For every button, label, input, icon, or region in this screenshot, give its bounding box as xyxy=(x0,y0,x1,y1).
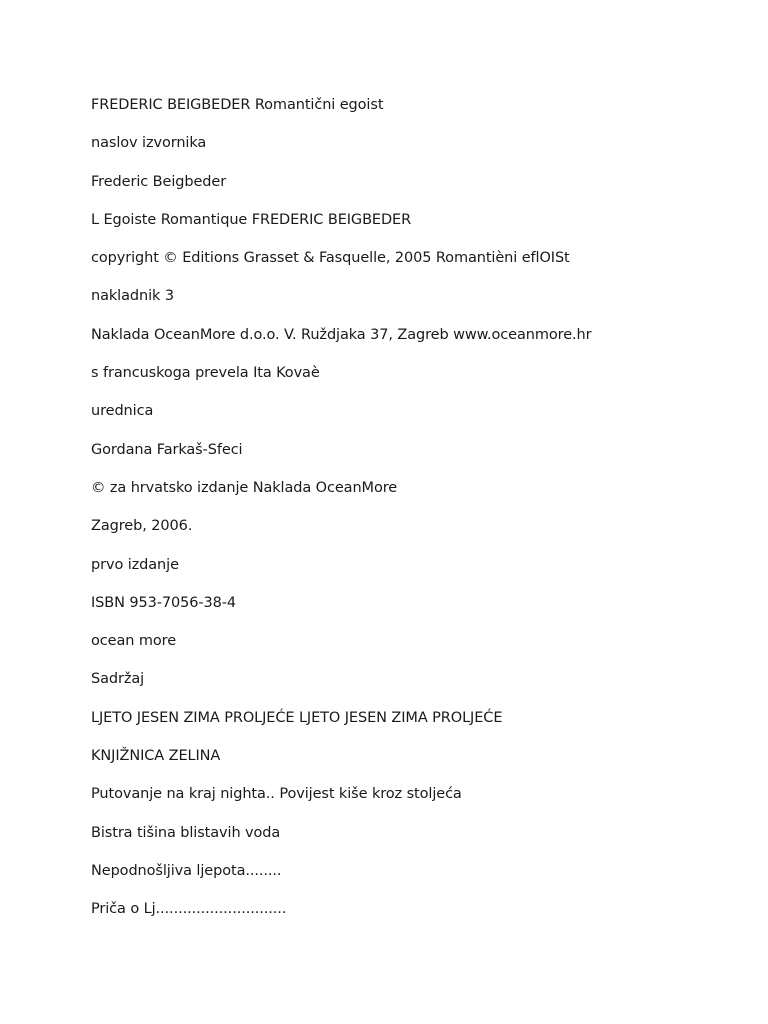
copyright-line: copyright © Editions Grasset & Fasquelle, 2005 Romantièni eflOISt xyxy=(91,250,570,267)
contents-entry: Putovanje na kraj nighta.. Povijest kiše kroz stoljeća xyxy=(91,786,462,803)
editor-label: urednica xyxy=(91,403,154,420)
editor-name: Gordana Farkaš-Sfeci xyxy=(91,441,243,458)
original-author: Frederic Beigbeder xyxy=(91,173,227,190)
translator-line: s francuskoga prevela Ita Kovaè xyxy=(91,365,320,382)
title-line: FREDERIC BEIGBEDER Romantični egoist xyxy=(91,97,384,113)
croatian-edition-copyright: © za hrvatsko izdanje Naklada OceanMore xyxy=(91,479,398,496)
contents-entry: Priča o Lj............................. xyxy=(91,901,287,918)
publication-place-year: Zagreb, 2006. xyxy=(91,518,193,535)
imprint-line: ocean more xyxy=(91,633,177,650)
contents-entry: Bistra tišina blistavih voda xyxy=(91,824,281,841)
edition-line: prvo izdanje xyxy=(91,556,179,573)
document-text xyxy=(91,94,741,937)
publisher-label: nakladnik 3 xyxy=(91,288,174,305)
isbn-line: ISBN 953-7056-38-4 xyxy=(91,594,237,611)
publisher-details: Naklada OceanMore d.o.o. V. Ruždjaka 37, Zagreb www.oceanmore.hr xyxy=(91,326,592,343)
original-title: L Egoiste Romantique FREDERIC BEIGBEDER xyxy=(91,211,412,228)
contents-entry: Nepodnošljiva ljepota........ xyxy=(91,862,282,879)
contents-heading: Sadržaj xyxy=(91,671,145,688)
library-stamp-line: KNJIŽNICA ZELINA xyxy=(91,748,221,765)
original-title-label: naslov izvornika xyxy=(91,135,207,152)
seasons-line: LJETO JESEN ZIMA PROLJEĆE LJETO JESEN ZIMA PROLJEĆE xyxy=(91,709,503,726)
